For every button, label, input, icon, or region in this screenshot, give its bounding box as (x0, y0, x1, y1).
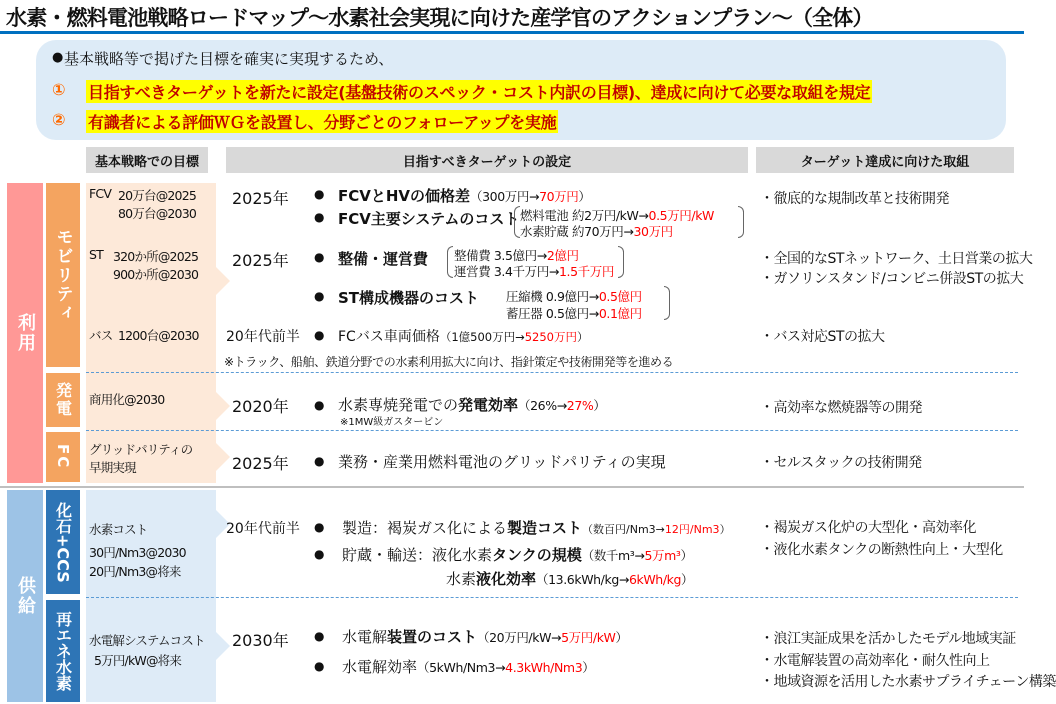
goal-st-2030: 900か所@2030 (113, 267, 199, 282)
bullet-icon: ● (314, 520, 325, 534)
chevron-right-icon (216, 267, 230, 295)
goal-fcv-2025: 20万台@2025 (118, 188, 197, 203)
year-renew: 2030年 (232, 631, 289, 650)
goal-bus-label: バス (89, 328, 113, 343)
goal-st-label: ST (89, 247, 103, 262)
bracket (664, 286, 670, 320)
subsection-ccs: 化石+CCS (46, 490, 80, 594)
subsection-mobility: モビリティ (46, 183, 80, 367)
year-st: 2025年 (232, 251, 289, 270)
bullet-icon: ● (314, 659, 325, 673)
bullet-icon: ● (314, 454, 325, 468)
goal-fcv-label: FCV (89, 186, 112, 201)
year-fc: 2025年 (232, 454, 289, 473)
target-st-costs: 整備・運営費 (338, 250, 429, 268)
year-power: 2020年 (232, 397, 289, 416)
goal-power: 商用化@2030 (89, 392, 165, 407)
target-fcv-price-gap: FCVとHVの価格差（300万円→70万円） (338, 187, 591, 205)
goal-elec-1: 水電解システムコスト (89, 633, 205, 648)
action-regulatory-reform: ・徹底的な規制改革と技術開発 (760, 191, 949, 207)
target-h2-storage-cost: 水素貯蔵 約70万円→30万円 (520, 224, 673, 239)
bullet-icon: ● (52, 50, 64, 65)
target-compressor-cost: 圧縮機 0.9億円→0.5億円 (506, 289, 642, 304)
item2-number: ② (52, 110, 66, 129)
target-electrolyzer-cost: 水電解装置のコスト（20万円/kW→5万円/kW） (342, 628, 628, 646)
action-cell-stack: ・セルスタックの技術開発 (760, 455, 922, 471)
target-lignite-cost: 製造：褐炭ガス化による製造コスト（数百円/Nm3→12円/Nm3） (342, 519, 731, 537)
goal-fcv-2030: 80万台@2030 (118, 206, 197, 221)
action-bus-st: ・バス対応STの拡大 (760, 329, 885, 345)
year-bus: 20年代前半 (226, 329, 300, 345)
section-supply: 供給 (7, 490, 43, 702)
goal-h2cost-3: 20円/Nm3@将来 (89, 564, 181, 579)
subsection-power: 発電 (46, 373, 80, 427)
header-goals: 基本戦略での目標 (86, 147, 208, 173)
divider (86, 372, 1018, 373)
target-tank-scale: 貯蔵・輸送：液化水素タンクの規模（数千m³→5万m³） (342, 546, 693, 564)
target-st-equipment-cost: ST構成機器のコスト (338, 289, 480, 307)
action-supply-chain: ・地域資源を活用した水素サプライチェーン構築 (760, 674, 1056, 690)
bracket (618, 246, 624, 278)
goal-h2cost-1: 水素コスト (89, 522, 148, 537)
bullet-icon: ● (314, 547, 325, 561)
action-combustor: ・高効率な燃焼器等の開発 (760, 400, 922, 416)
section-divider (0, 486, 1024, 488)
subsection-fc: FC (46, 432, 80, 482)
bullet-icon: ● (314, 210, 325, 224)
item1-text: 目指すべきターゲットを新たに設定(基盤技術のスペック・コスト内訳の目標)、達成に向けて必要な取組を規定 (86, 80, 872, 103)
action-electrolyzer: ・水電解装置の高効率化・耐久性向上 (760, 653, 990, 669)
divider (86, 430, 1018, 431)
action-st-cobuild: ・ガソリンスタンド/コンビニ併設STの拡大 (760, 271, 1024, 287)
chevron-right-icon (216, 443, 230, 471)
goal-fc-1: グリッドパリティの (89, 442, 193, 457)
bracket (738, 206, 744, 238)
page-title: 水素・燃料電池戦略ロードマップ～水素社会実現に向けた産学官のアクションプラン～（全体） (6, 6, 873, 30)
action-st-network: ・全国的なSTネットワーク、土日営業の拡大 (760, 251, 1033, 267)
target-note: ※トラック、船舶、鉄道分野での水素利用拡大に向け、指針策定や技術開発等を進める (224, 355, 674, 369)
section-utilization: 利用 (7, 183, 43, 483)
goal-h2cost-2: 30円/Nm3@2030 (89, 545, 186, 560)
bullet-icon: ● (314, 328, 325, 342)
header-targets: 目指すべきターゲットの設定 (226, 147, 748, 173)
bullet-icon: ● (314, 250, 325, 264)
action-gasifier: ・褐炭ガス化炉の大型化・高効率化 (760, 520, 976, 536)
intro-lead: 基本戦略等で掲げた目標を確実に実現するため、 (64, 50, 394, 68)
year-fcv: 2025年 (232, 189, 289, 208)
divider (86, 597, 1018, 598)
target-power-efficiency: 水素専焼発電での発電効率（26%→27%） (338, 396, 606, 414)
goal-fc-2: 早期実現 (89, 460, 136, 475)
action-lh2-tank: ・液化水素タンクの断熱性向上・大型化 (760, 542, 1003, 558)
goal-st-2025: 320か所@2025 (113, 249, 199, 264)
bullet-icon: ● (314, 629, 325, 643)
bullet-icon: ● (314, 289, 325, 303)
subsection-renew: 再エネ水素 (46, 600, 80, 702)
target-electrolysis-efficiency: 水電解効率（5kWh/Nm3→4.3kWh/Nm3） (342, 658, 595, 676)
bracket (447, 246, 453, 278)
header-actions: ターゲット達成に向けた取組 (756, 147, 1014, 173)
target-fc-grid-parity: 業務・産業用燃料電池のグリッドパリティの実現 (338, 453, 666, 471)
goal-elec-2: 5万円/kW@将来 (94, 653, 182, 668)
action-namie-demo: ・浪江実証成果を活かしたモデル地域実証 (760, 631, 1016, 647)
goal-bus-2030: 1200台@2030 (118, 328, 199, 343)
target-fcv-system-cost: FCV主要システムのコスト (338, 210, 520, 228)
target-fc-bus-price: FCバス車両価格（1億500万円→5250万円） (338, 329, 589, 345)
target-fc-cost: 燃料電池 約2万円/kW→0.5万円/kW (520, 208, 715, 223)
bullet-icon: ● (314, 187, 325, 201)
year-ccs: 20年代前半 (226, 521, 300, 537)
target-st-run-cost: 運営費 3.4千万円→1.5千万円 (454, 264, 614, 279)
chevron-right-icon (216, 632, 230, 660)
target-liquefaction-efficiency: 水素液化効率（13.6kWh/kg→6kWh/kg） (446, 570, 694, 588)
chevron-right-icon (216, 392, 230, 420)
bullet-icon: ● (314, 398, 325, 412)
target-power-note: ※1MW級ガスタービン (340, 417, 444, 428)
target-accumulator-cost: 蓄圧器 0.5億円→0.1億円 (506, 306, 642, 321)
target-st-build-cost: 整備費 3.5億円→2億円 (454, 248, 579, 263)
item1-number: ① (52, 80, 66, 99)
title-underline (0, 31, 1024, 34)
item2-text: 有識者による評価ＷＧを設置し、分野ごとのフォローアップを実施 (86, 110, 558, 133)
